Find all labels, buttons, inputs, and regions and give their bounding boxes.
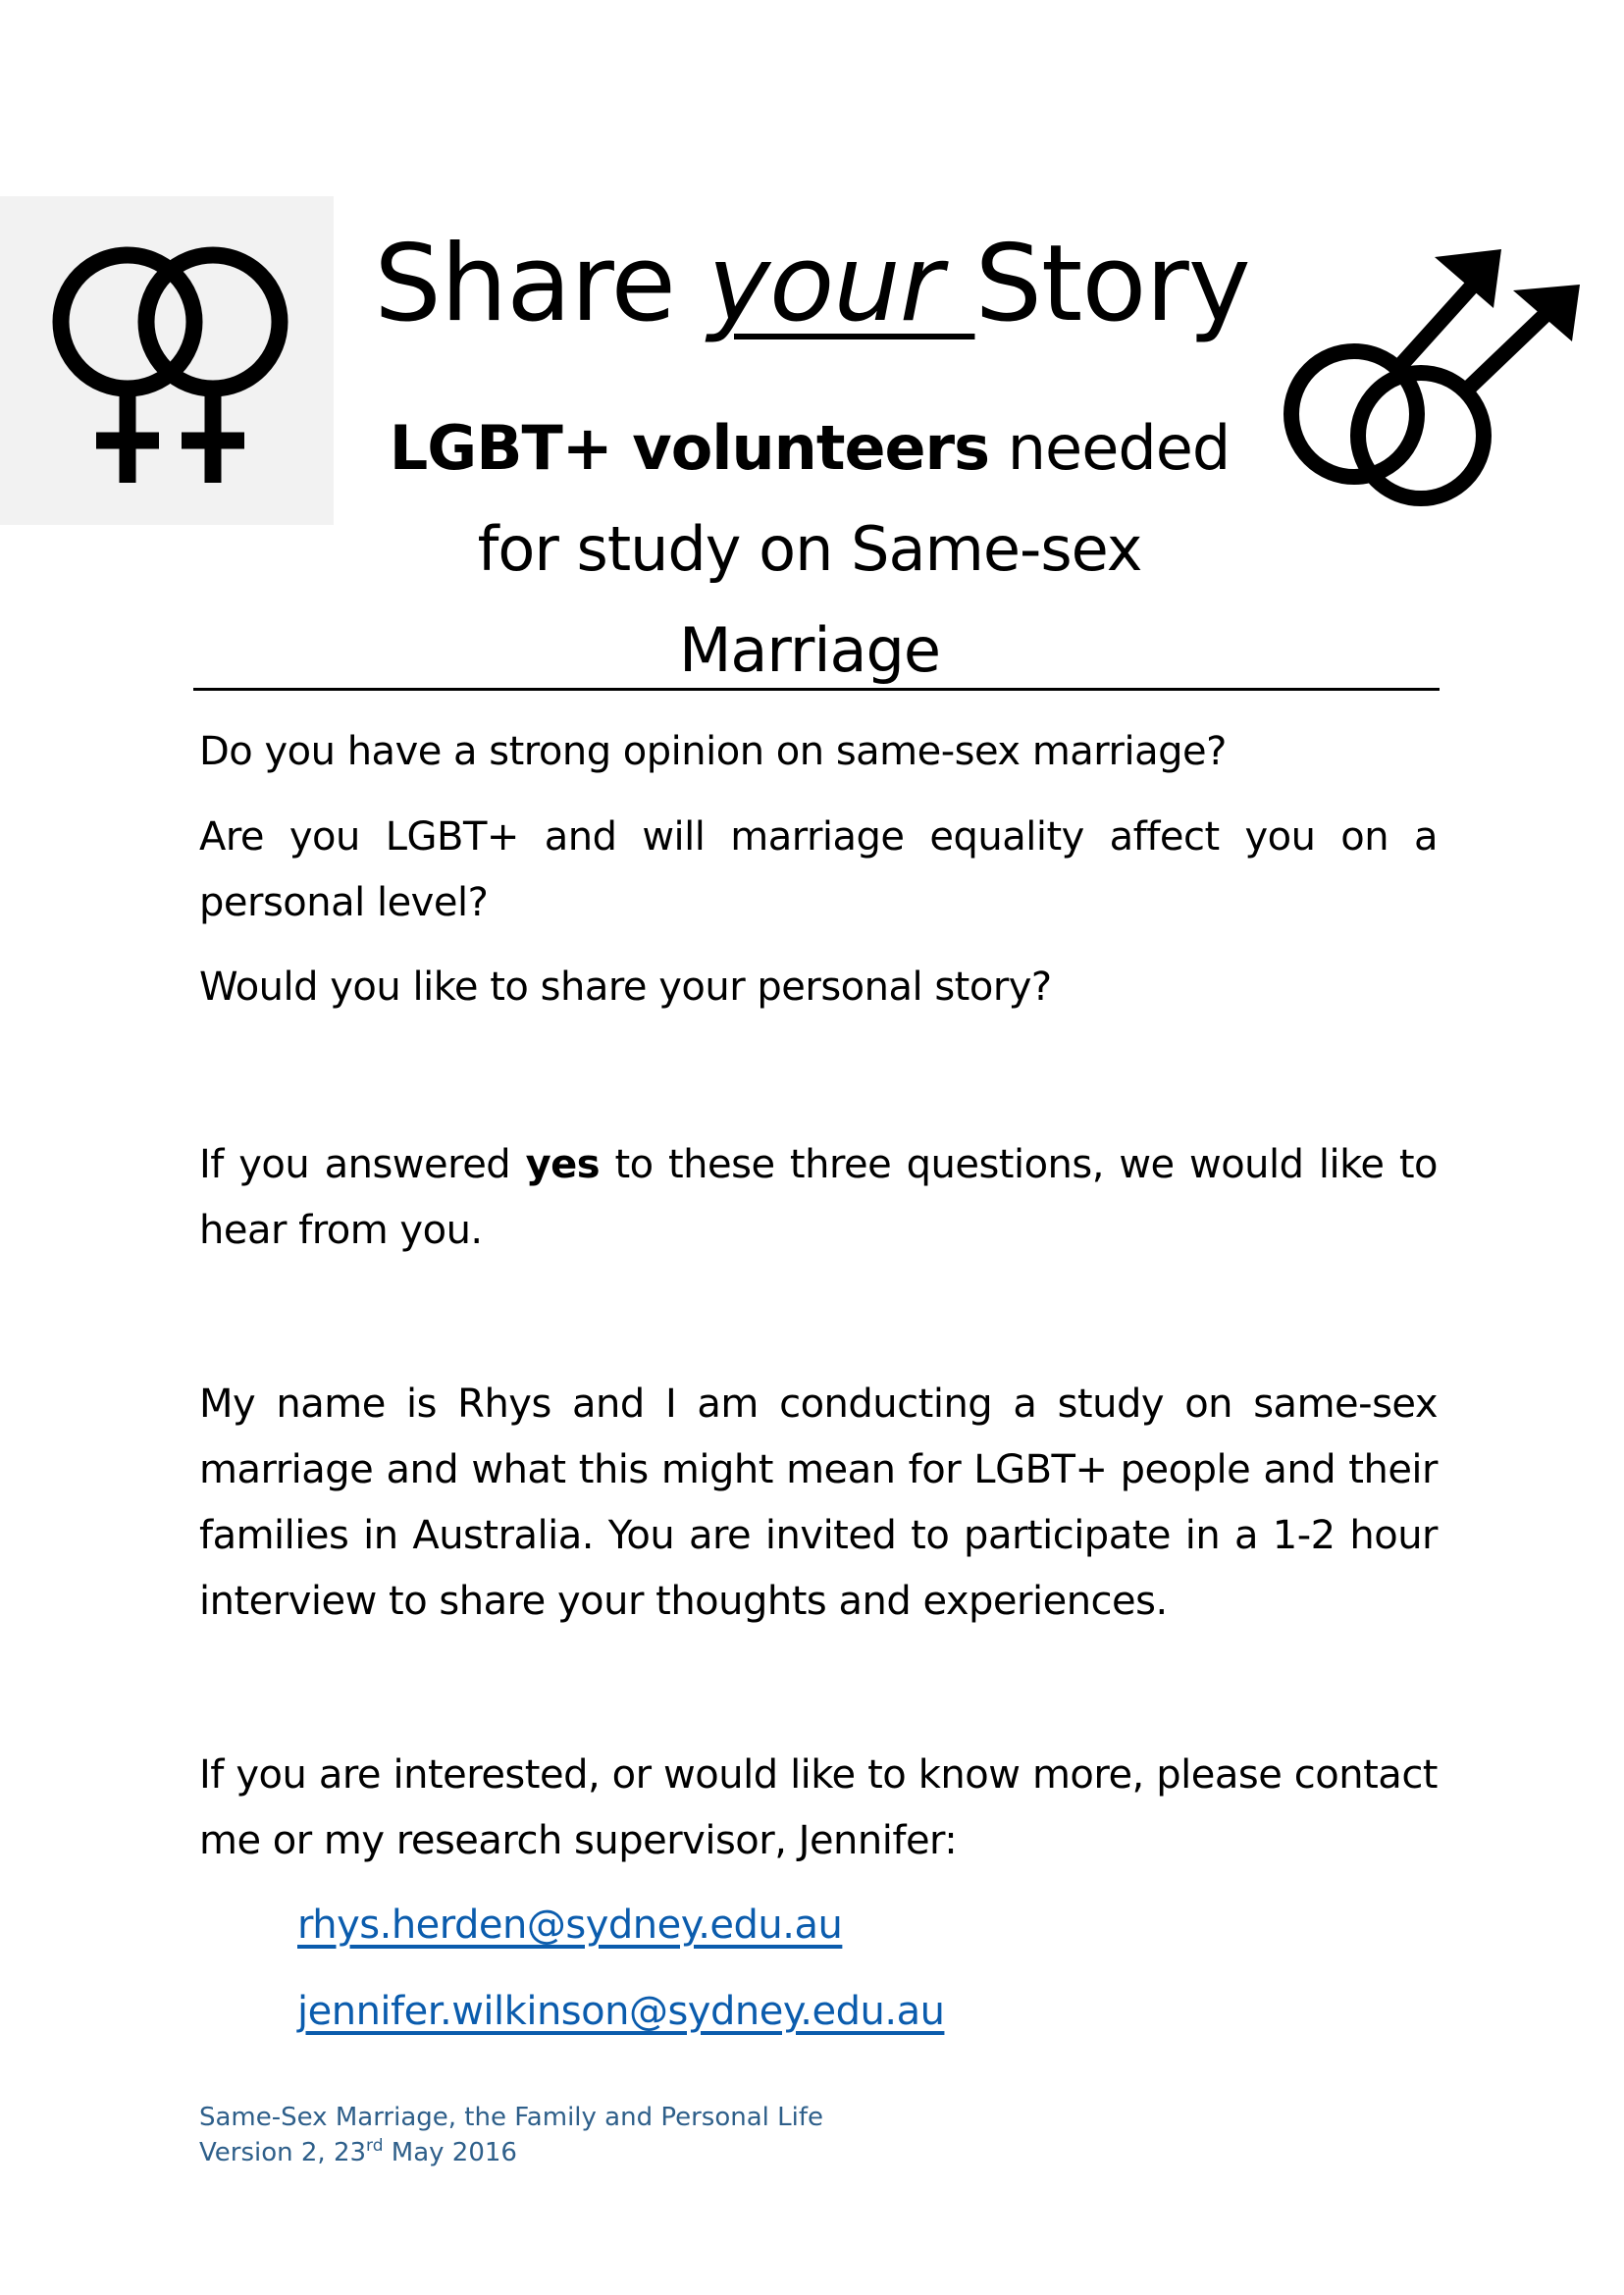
subtitle-bold: LGBT+ volunteers <box>389 412 990 484</box>
answer-yes: yes <box>525 1142 601 1187</box>
email-link-rhys[interactable]: rhys.herden@sydney.edu.au <box>297 1903 843 1948</box>
page-title <box>0 221 1624 348</box>
answer-paragraph <box>199 1132 1438 1264</box>
footer-version-post: May 2016 <box>383 2138 517 2167</box>
subtitle <box>353 397 1266 701</box>
footer-version <box>199 2135 517 2170</box>
question-opinion: Do you have a strong opinion on same-sex marriage? <box>199 729 1227 774</box>
title-part-2: Story <box>974 223 1250 345</box>
answer-post: to these three questions, we would like to hear from you. <box>199 1142 1438 1253</box>
contact-paragraph: If you are interested, or would like to know more, please contact me or my research supervisor, Jennifer: <box>199 1752 1438 1863</box>
question-lgbt: Are you LGBT+ and will marriage equality affect you on a personal level? <box>199 814 1438 925</box>
email-link-jennifer[interactable]: jennifer.wilkinson@sydney.edu.au <box>297 1989 945 2034</box>
answer-pre: If you answered <box>199 1142 526 1187</box>
intro-paragraph: My name is Rhys and I am conducting a study on same-sex marriage and what this might mean for LGBT+ people and their families in Australia. You are invited to participate in a 1-2 hour interview to share your thoughts and experiences. <box>199 1382 1438 1624</box>
footer-version-sup: rd <box>366 2136 384 2156</box>
footer-study-title: Same-Sex Marriage, the Family and Personal Life <box>199 2103 823 2132</box>
subtitle-rest: needed for study on Same-sex Marriage <box>477 412 1231 686</box>
question-story: Would you like to share your personal story? <box>199 965 1052 1010</box>
title-part-1: Share <box>374 223 708 345</box>
title-emphasis: your <box>707 223 975 345</box>
footer-version-pre: Version 2, 23 <box>199 2138 367 2167</box>
header-divider <box>193 688 1440 691</box>
